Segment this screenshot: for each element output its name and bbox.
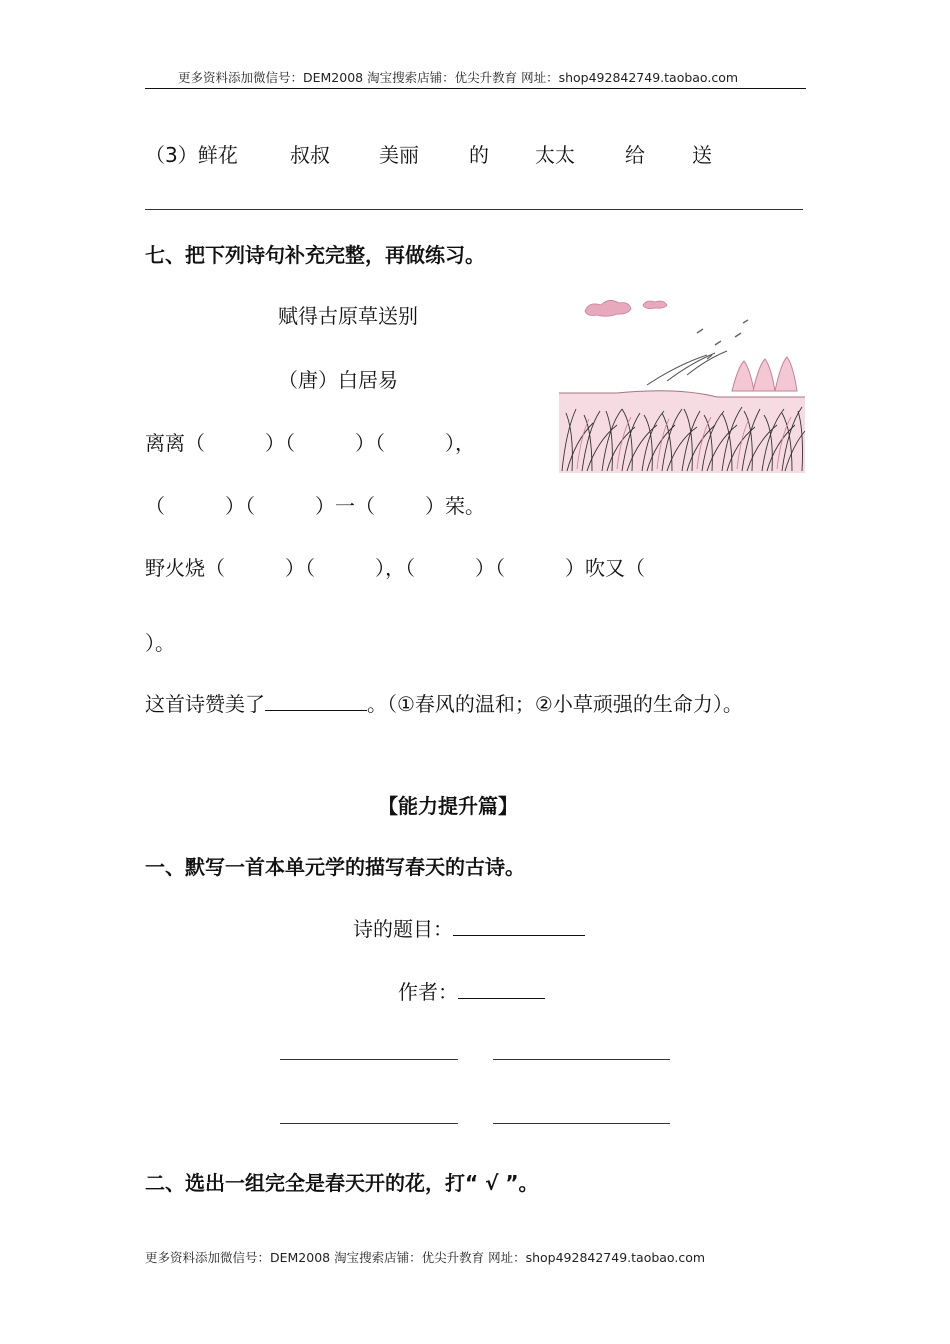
q3-line <box>145 139 238 168</box>
grassland-illustration-icon <box>557 293 807 473</box>
poem-line-2-prefix: （ <box>145 494 165 518</box>
poem-line-blank-1[interactable] <box>280 1059 458 1060</box>
q3-answer-line[interactable] <box>145 209 803 210</box>
q3-word-6: 给 <box>625 143 645 167</box>
poem-author: （唐）白居易 <box>278 368 398 392</box>
poem-line-2-mid: ）（ <box>225 494 255 518</box>
page-header: 更多资料添加微信号：DEM2008 淘宝搜索店铺：优尖升教育 网址：shop492842749.taobao.com <box>178 70 739 85</box>
poem-line-blank-2[interactable] <box>493 1059 670 1060</box>
header-rule <box>145 88 806 89</box>
q3-word-5: 太太 <box>535 143 575 167</box>
poem-line-1-sep: ）（ <box>265 431 295 455</box>
poem-line-2-suffix: ）荣。 <box>425 494 485 518</box>
author-blank[interactable] <box>458 997 545 999</box>
q3-word-2: 叔叔 <box>290 143 330 167</box>
poem-title-label: 诗的题目： <box>353 917 453 941</box>
poem-line-3-comma: ），（ <box>375 556 415 580</box>
poem-line-3 <box>145 552 645 581</box>
poem-line-blank-4[interactable] <box>493 1123 670 1124</box>
ability-q2-heading: 二、选出一组完全是春天开的花，打“ √ ”。 <box>145 1171 539 1195</box>
poem-line-4: ）。 <box>145 631 175 655</box>
poem-line-3-prefix: 野火烧（ <box>145 556 225 580</box>
praise-suffix: 。（①春风的温和；②小草顽强的生命力）。 <box>367 692 743 716</box>
praise-line <box>145 688 743 717</box>
ability-title: 【能力提升篇】 <box>378 794 518 818</box>
author-field <box>398 976 545 1005</box>
q3-word-3: 美丽 <box>379 143 419 167</box>
page-footer: 更多资料添加微信号：DEM2008 淘宝搜索店铺：优尖升教育 网址：shop492842749.taobao.com <box>145 1250 706 1265</box>
author-label: 作者： <box>398 980 458 1004</box>
poem-title-field <box>353 913 585 942</box>
poem-line-1-sep: ）（ <box>355 431 385 455</box>
q3-word-1: 鲜花 <box>197 143 238 167</box>
q3-word-7: 送 <box>692 143 712 167</box>
section7-heading: 七、把下列诗句补充完整，再做练习。 <box>145 243 485 267</box>
poem-line-1-suffix: ）， <box>445 431 475 455</box>
poem-line-3-suffix: ）吹又（ <box>565 556 645 580</box>
poem-title-blank[interactable] <box>453 934 585 936</box>
poem-line-3-mid: ）（ <box>285 556 315 580</box>
praise-blank[interactable] <box>265 709 367 711</box>
poem-line-1-prefix: 离离（ <box>145 431 205 455</box>
poem-line-2 <box>145 490 485 519</box>
poem-line-blank-3[interactable] <box>280 1123 458 1124</box>
ability-q1-heading: 一、默写一首本单元学的描写春天的古诗。 <box>145 855 525 879</box>
poem-title: 赋得古原草送别 <box>278 304 418 328</box>
poem-line-1 <box>145 427 475 456</box>
poem-line-2-yi: ）一（ <box>315 494 375 518</box>
poem-line-3-mid2: ）（ <box>475 556 505 580</box>
q3-label: （3） <box>145 143 198 167</box>
q3-word-4: 的 <box>469 143 489 167</box>
praise-prefix: 这首诗赞美了 <box>145 692 265 716</box>
